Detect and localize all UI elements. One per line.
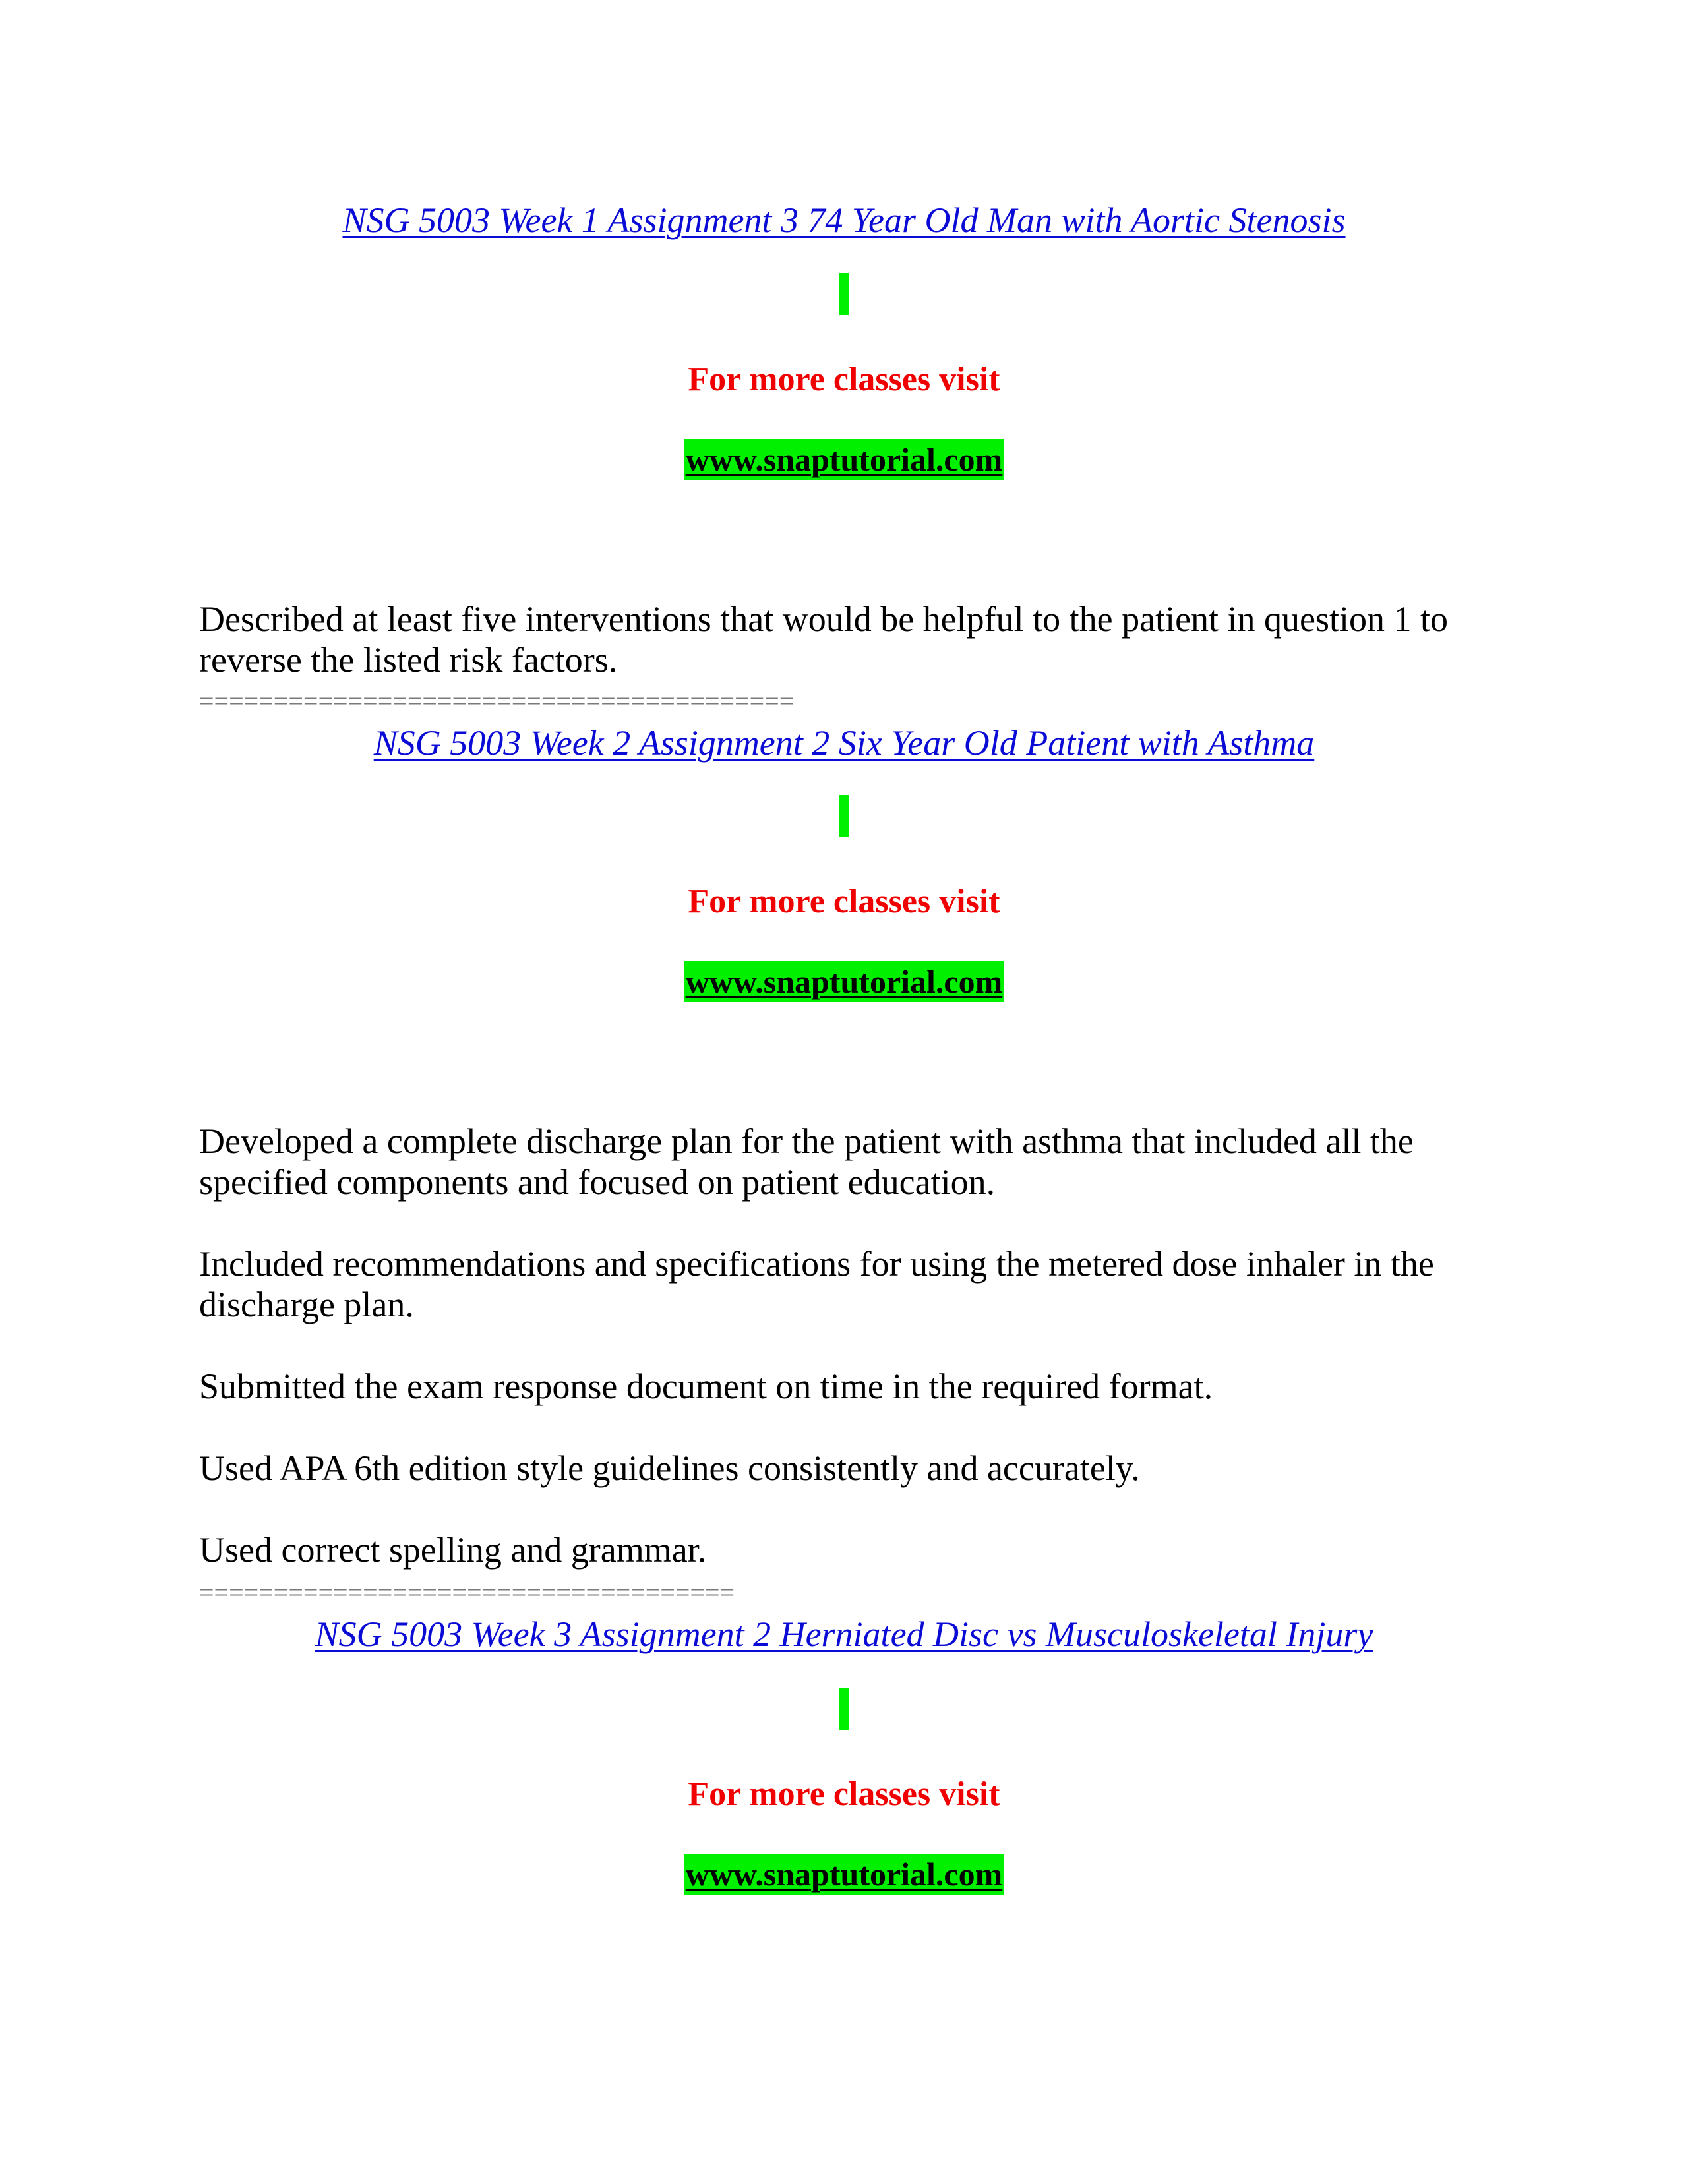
green-marker-1 — [0, 273, 1688, 315]
site-link-wrap-3 — [0, 1854, 1688, 1895]
site-link-wrap-1 — [0, 439, 1688, 480]
paragraph-interventions: Described at least five interventions that would be helpful to the patient in question 1 to reverse the listed risk factors. — [199, 599, 1449, 680]
paragraph-inhaler: Included recommendations and specifications for using the metered dose inhaler in the discharge plan. — [199, 1244, 1434, 1324]
promo-text-3: For more classes visit — [688, 1775, 1000, 1813]
green-marker-3 — [0, 1688, 1688, 1730]
assignment-link-week2[interactable]: NSG 5003 Week 2 Assignment 2 Six Year Old Patient with Asthma — [373, 723, 1315, 763]
assignment-link-week1[interactable]: NSG 5003 Week 1 Assignment 3 74 Year Old Man with Aortic Stenosis — [342, 200, 1346, 240]
divider-2: ==================================== — [199, 1579, 735, 1606]
assignment-link-week3[interactable]: NSG 5003 Week 3 Assignment 2 Herniated Disc vs Musculoskeletal Injury — [315, 1614, 1373, 1654]
paragraph-submitted: Submitted the exam response document on time in the required format. — [199, 1367, 1213, 1406]
site-link-2[interactable]: www.snaptutorial.com — [684, 961, 1004, 1002]
green-bar-3 — [839, 1688, 849, 1730]
site-link-3[interactable]: www.snaptutorial.com — [684, 1854, 1004, 1895]
site-link-1[interactable]: www.snaptutorial.com — [684, 439, 1004, 480]
green-bar-1 — [839, 273, 849, 315]
paragraph-apa: Used APA 6th edition style guidelines consistently and accurately. — [199, 1448, 1140, 1488]
paragraph-discharge-plan: Developed a complete discharge plan for the patient with asthma that included all the specified components and focused on patient education. — [199, 1121, 1414, 1202]
green-marker-2 — [0, 795, 1688, 837]
promo-text-2: For more classes visit — [688, 883, 1000, 920]
promo-text-1: For more classes visit — [688, 361, 1000, 398]
divider-1: ======================================== — [199, 688, 795, 715]
paragraph-spelling: Used correct spelling and grammar. — [199, 1530, 707, 1570]
site-link-wrap-2 — [0, 961, 1688, 1002]
green-bar-2 — [839, 795, 849, 837]
